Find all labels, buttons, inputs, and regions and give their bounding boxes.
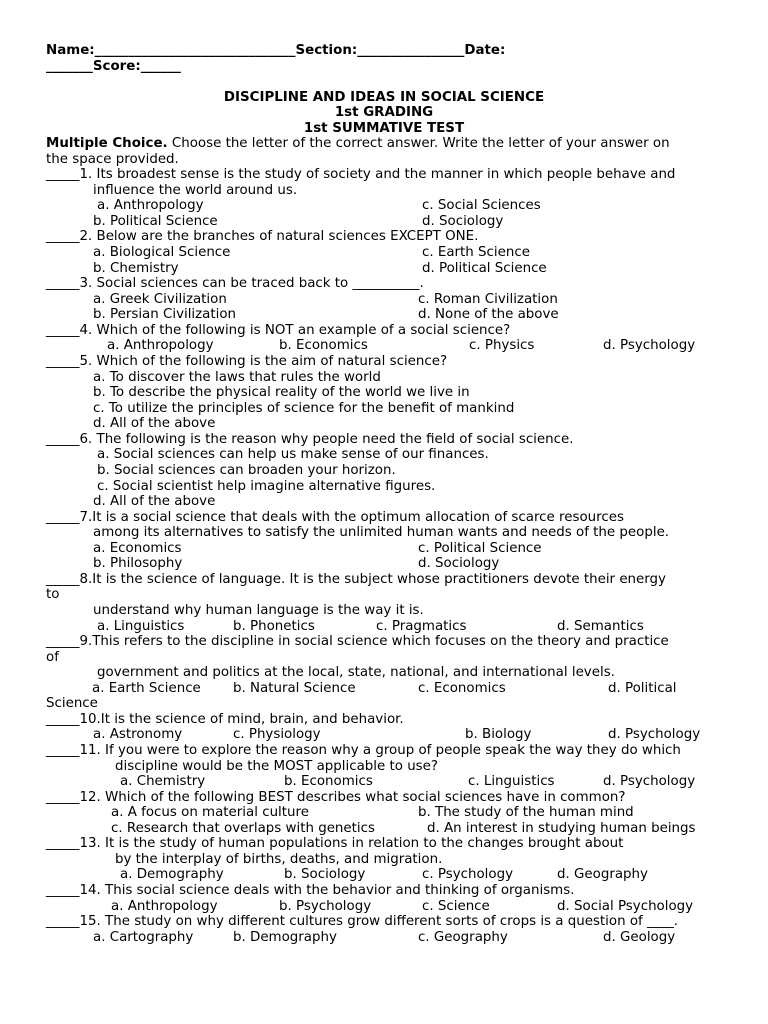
q5-option-b: b. To describe the physical reality of the world we live in bbox=[93, 385, 470, 400]
q8-option-c: c. Pragmatics bbox=[376, 619, 467, 634]
q6-option-a: a. Social sciences can help us make sense of our finances. bbox=[97, 447, 489, 462]
question-7: _____7.It is a social science that deals with the optimum allocation of scarce resources bbox=[46, 510, 624, 525]
q1-option-d: d. Sociology bbox=[422, 214, 504, 229]
q2-option-d: d. Political Science bbox=[422, 261, 547, 276]
q3-option-d: d. None of the above bbox=[418, 307, 559, 322]
q6-option-b: b. Social sciences can broaden your horizon. bbox=[97, 463, 396, 478]
q10-option-2: c. Physiology bbox=[233, 727, 321, 742]
title-grading: 1st GRADING bbox=[334, 105, 434, 120]
instructions-label: Multiple Choice. bbox=[46, 136, 168, 151]
q9-option-c: c. Economics bbox=[418, 681, 506, 696]
q14-option-b: b. Psychology bbox=[279, 899, 372, 914]
q11-option-d: d. Psychology bbox=[603, 774, 696, 789]
q1-option-b: b. Political Science bbox=[93, 214, 218, 229]
q9-option-d: d. Political bbox=[608, 681, 677, 696]
q9-option-a: a. Earth Science bbox=[92, 681, 201, 696]
name-section-date-line: Name:______________________________Section:________________Date: bbox=[46, 43, 506, 58]
q3-option-a: a. Greek Civilization bbox=[93, 292, 227, 307]
q6-option-d: d. All of the above bbox=[93, 494, 216, 509]
question-3: _____3. Social sciences can be traced back to __________. bbox=[46, 276, 424, 291]
q1-option-a: a. Anthropology bbox=[97, 198, 204, 213]
q2-option-b: b. Chemistry bbox=[93, 261, 179, 276]
q4-option-a: a. Anthropology bbox=[107, 338, 214, 353]
instructions-text-2: the space provided. bbox=[46, 152, 179, 167]
question-6: _____6. The following is the reason why people need the field of social science. bbox=[46, 432, 574, 447]
q5-option-a: a. To discover the laws that rules the world bbox=[93, 370, 381, 385]
q13-option-c: c. Psychology bbox=[422, 867, 513, 882]
question-13-cont: by the interplay of births, deaths, and migration. bbox=[115, 852, 443, 867]
q12-option-b: b. The study of the human mind bbox=[418, 805, 634, 820]
score-line: _______Score:______ bbox=[46, 59, 181, 74]
question-8-cont: understand why human language is the way it is. bbox=[93, 603, 424, 618]
q1-option-c: c. Social Sciences bbox=[422, 198, 541, 213]
q5-option-d: d. All of the above bbox=[93, 416, 216, 431]
question-10: _____10.It is the science of mind, brain, and behavior. bbox=[46, 712, 404, 727]
q3-option-b: b. Persian Civilization bbox=[93, 307, 237, 322]
q15-option-a: a. Cartography bbox=[93, 930, 194, 945]
q5-option-c: c. To utilize the principles of science for the benefit of mankind bbox=[93, 401, 515, 416]
question-2: _____2. Below are the branches of natural sciences EXCEPT ONE. bbox=[46, 229, 479, 244]
q15-option-d: d. Geology bbox=[603, 930, 676, 945]
question-11: _____11. If you were to explore the reason why a group of people speak the way they do which bbox=[46, 743, 681, 758]
question-12: _____12. Which of the following BEST describes what social sciences have in common? bbox=[46, 790, 626, 805]
q2-option-c: c. Earth Science bbox=[422, 245, 530, 260]
question-5: _____5. Which of the following is the aim of natural science? bbox=[46, 354, 448, 369]
question-1-cont: influence the world around us. bbox=[93, 183, 298, 198]
q13-option-a: a. Demography bbox=[120, 867, 224, 882]
question-9: _____9.This refers to the discipline in social science which focuses on the theory and practice bbox=[46, 634, 669, 649]
question-11-cont: discipline would be the MOST applicable to use? bbox=[115, 759, 439, 774]
q6-option-c: c. Social scientist help imagine alternative figures. bbox=[97, 479, 436, 494]
question-1: _____1. Its broadest sense is the study of society and the manner in which people behave and bbox=[46, 167, 676, 182]
q7-option-b: b. Philosophy bbox=[93, 556, 183, 571]
question-8: _____8.It is the science of language. It is the subject whose practitioners devote their energy bbox=[46, 572, 666, 587]
q9-option-d-wrap: Science bbox=[46, 696, 98, 711]
q2-option-a: a. Biological Science bbox=[93, 245, 231, 260]
q14-option-c: c. Science bbox=[422, 899, 490, 914]
q11-option-a: a. Chemistry bbox=[120, 774, 206, 789]
question-4: _____4. Which of the following is NOT an example of a social science? bbox=[46, 323, 511, 338]
question-14: _____14. This social science deals with the behavior and thinking of organisms. bbox=[46, 883, 575, 898]
title-test: 1st SUMMATIVE TEST bbox=[303, 121, 465, 136]
q3-option-c: c. Roman Civilization bbox=[418, 292, 558, 307]
q13-option-b: b. Sociology bbox=[284, 867, 366, 882]
question-9-wrap: of bbox=[46, 650, 59, 665]
q14-option-d: d. Social Psychology bbox=[557, 899, 694, 914]
question-13: _____13. It is the study of human populations in relation to the changes brought about bbox=[46, 836, 624, 851]
q12-option-d: d. An interest in studying human beings bbox=[427, 821, 696, 836]
q13-option-d: d. Geography bbox=[557, 867, 648, 882]
q9-option-b: b. Natural Science bbox=[233, 681, 356, 696]
q10-option-1: a. Astronomy bbox=[93, 727, 183, 742]
title-main: DISCIPLINE AND IDEAS IN SOCIAL SCIENCE bbox=[223, 90, 545, 105]
q8-option-a: a. Linguistics bbox=[97, 619, 185, 634]
q10-option-3: b. Biology bbox=[465, 727, 532, 742]
q11-option-c: c. Linguistics bbox=[468, 774, 555, 789]
question-15: _____15. The study on why different cultures grow different sorts of crops is a question of ____. bbox=[46, 914, 679, 929]
q11-option-b: b. Economics bbox=[284, 774, 373, 789]
q8-option-b: b. Phonetics bbox=[233, 619, 315, 634]
q15-option-b: b. Demography bbox=[233, 930, 337, 945]
instructions-text: Choose the letter of the correct answer. Write the letter of your answer on bbox=[167, 136, 670, 151]
q15-option-c: c. Geography bbox=[418, 930, 508, 945]
q12-option-a: a. A focus on material culture bbox=[111, 805, 309, 820]
q8-option-d: d. Semantics bbox=[557, 619, 644, 634]
instructions bbox=[46, 136, 670, 152]
q4-option-c: c. Physics bbox=[469, 338, 535, 353]
q12-option-c: c. Research that overlaps with genetics bbox=[111, 821, 375, 836]
q10-option-4: d. Psychology bbox=[608, 727, 701, 742]
q7-option-a: a. Economics bbox=[93, 541, 182, 556]
question-8-wrap: to bbox=[46, 587, 60, 602]
q14-option-a: a. Anthropology bbox=[111, 899, 218, 914]
q4-option-b: b. Economics bbox=[279, 338, 368, 353]
q7-option-c: c. Political Science bbox=[418, 541, 542, 556]
q7-option-d: d. Sociology bbox=[418, 556, 500, 571]
question-7-cont: among its alternatives to satisfy the unlimited human wants and needs of the people. bbox=[93, 525, 670, 540]
question-9-cont: government and politics at the local, state, national, and international levels. bbox=[97, 665, 615, 680]
q4-option-d: d. Psychology bbox=[603, 338, 696, 353]
